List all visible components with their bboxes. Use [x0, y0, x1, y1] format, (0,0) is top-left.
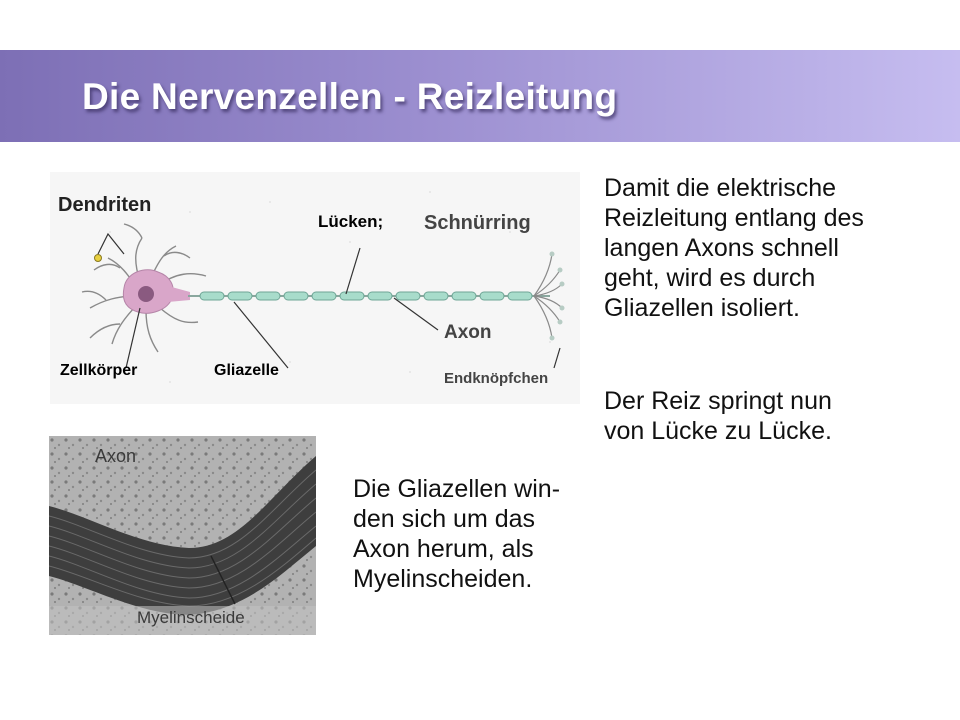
text-line: Reizleitung entlang des [604, 204, 864, 232]
paragraph-isolation [604, 173, 949, 323]
text-line: Damit die elektrische [604, 174, 837, 202]
label-luecken: Lücken; [318, 212, 384, 231]
label-endknoepfchen: Endknöpfchen [444, 370, 549, 387]
myelin-micrograph [49, 436, 316, 635]
text-line: den sich um das [353, 505, 536, 533]
text-line: Axon herum, als [353, 535, 534, 563]
label-schnuerring: Schnürring [424, 212, 531, 234]
text-line: Myelinscheiden. [353, 565, 533, 593]
dendrite-marker [95, 255, 102, 262]
text-line: Die Gliazellen win- [353, 475, 561, 503]
neuron-diagram [50, 172, 580, 404]
label-dendriten: Dendriten [58, 194, 152, 216]
axon-hillock [168, 286, 190, 302]
text-line: langen Axons schnell [604, 234, 839, 262]
micro-label-myelinscheide: Myelinscheide [137, 608, 245, 627]
paragraph-glia-wrap [353, 474, 623, 594]
slide-title: Die Nervenzellen - Reizleitung [82, 76, 618, 117]
text-line: Gliazellen isoliert. [604, 294, 800, 322]
label-gliazelle: Gliazelle [214, 362, 279, 379]
text-line: Der Reiz springt nun [604, 387, 832, 415]
label-zellkoerper: Zellkörper [60, 362, 138, 379]
text-line: geht, wird es durch [604, 264, 816, 292]
label-axon: Axon [444, 322, 492, 343]
text-line: von Lücke zu Lücke. [604, 417, 832, 445]
micro-label-axon: Axon [95, 446, 137, 466]
synaptic-knobs [550, 252, 565, 341]
nucleus [138, 286, 154, 302]
paragraph-saltatory [604, 386, 949, 446]
micrograph-image [49, 436, 316, 635]
